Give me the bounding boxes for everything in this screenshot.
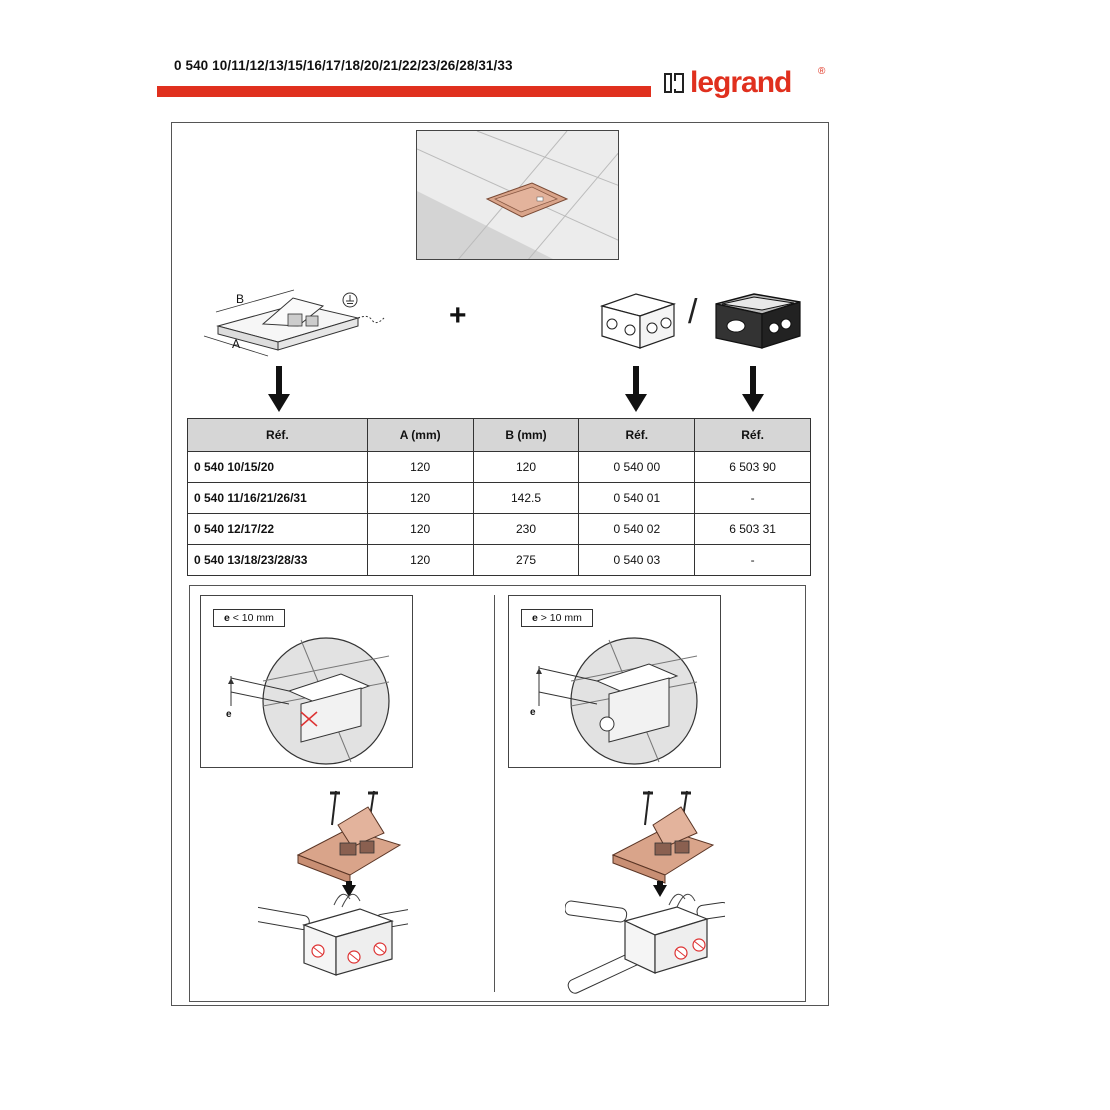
header-red-bar xyxy=(157,86,651,97)
thickness-limit: > 10 mm xyxy=(537,612,582,624)
cell-a: 120 xyxy=(367,514,473,545)
cell-b: 230 xyxy=(473,514,579,545)
section-divider xyxy=(494,595,495,992)
cell-box-ref-alt: - xyxy=(695,545,811,576)
assembly-illustration-left xyxy=(258,785,408,985)
cell-a: 120 xyxy=(367,483,473,514)
brand-name: legrand xyxy=(690,66,792,99)
product-reference-code: 0 540 10/11/12/13/15/16/17/18/20/21/22/23/26/28/31/33 xyxy=(174,58,513,73)
thickness-limit: < 10 mm xyxy=(229,612,274,624)
cell-a: 120 xyxy=(367,545,473,576)
reference-table xyxy=(187,418,811,576)
thickness-symbol: e xyxy=(532,612,538,624)
cell-ref: 0 540 11/16/21/26/31 xyxy=(188,483,368,514)
cell-box-ref: 0 540 02 xyxy=(579,514,695,545)
cutaway-detail-right xyxy=(509,596,721,768)
cell-b: 120 xyxy=(473,452,579,483)
brand-registered-mark: ® xyxy=(818,66,826,77)
installation-inset-right xyxy=(508,595,721,768)
assembly-illustration-right xyxy=(565,785,725,995)
legrand-mark-icon xyxy=(662,71,686,95)
installation-inset-left xyxy=(200,595,413,768)
thickness-dimension-left: e xyxy=(226,709,232,720)
floor-box-dimension-diagram xyxy=(198,286,388,366)
down-arrow-icon xyxy=(268,366,290,414)
table-row xyxy=(188,514,811,545)
cell-box-ref: 0 540 03 xyxy=(579,545,695,576)
cell-box-ref: 0 540 01 xyxy=(579,483,695,514)
table-row xyxy=(188,545,811,576)
header-ref: Réf. xyxy=(188,419,368,452)
junction-box-white xyxy=(596,290,680,352)
table-header-row xyxy=(188,419,811,452)
cutaway-detail-left xyxy=(201,596,413,768)
cell-box-ref-alt: 6 503 31 xyxy=(695,514,811,545)
thickness-dimension-right: e xyxy=(530,707,536,718)
thickness-symbol: e xyxy=(224,612,230,624)
down-arrow-icon xyxy=(742,366,764,414)
dimension-b-label: B xyxy=(236,292,245,306)
header-box-ref: Réf. xyxy=(579,419,695,452)
cell-box-ref-alt: - xyxy=(695,483,811,514)
header-a-mm: A (mm) xyxy=(367,419,473,452)
dimension-a-label: A xyxy=(232,337,241,351)
table-row xyxy=(188,483,811,514)
cell-b: 275 xyxy=(473,545,579,576)
plus-sign: + xyxy=(449,299,467,332)
cell-ref: 0 540 13/18/23/28/33 xyxy=(188,545,368,576)
header-box-ref-alt: Réf. xyxy=(695,419,811,452)
cell-box-ref-alt: 6 503 90 xyxy=(695,452,811,483)
floor-box-illustration xyxy=(416,130,619,260)
or-separator: / xyxy=(688,293,698,331)
cell-b: 142.5 xyxy=(473,483,579,514)
cell-ref: 0 540 12/17/22 xyxy=(188,514,368,545)
header-b-mm: B (mm) xyxy=(473,419,579,452)
table-row xyxy=(188,452,811,483)
junction-box-dark xyxy=(710,290,806,354)
cell-box-ref: 0 540 00 xyxy=(579,452,695,483)
down-arrow-icon xyxy=(625,366,647,414)
cell-ref: 0 540 10/15/20 xyxy=(188,452,368,483)
cell-a: 120 xyxy=(367,452,473,483)
